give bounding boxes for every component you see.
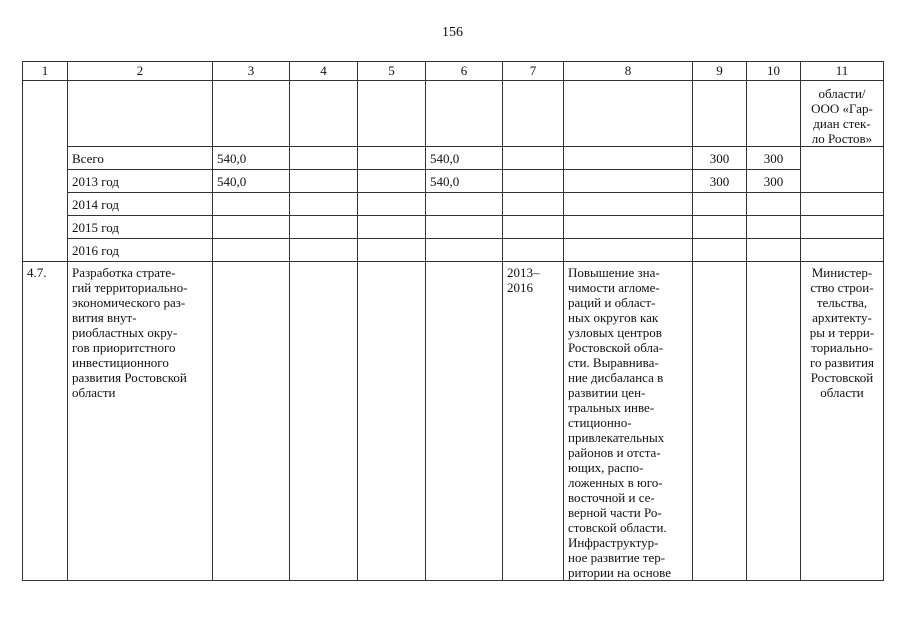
table-cell [290, 193, 358, 216]
table-cell [564, 170, 693, 193]
table-cell [358, 193, 426, 216]
table-cell [503, 170, 564, 193]
table-cell: 300 [693, 147, 747, 170]
table-cell [290, 81, 358, 147]
table-cell [801, 262, 884, 581]
table-row [23, 147, 884, 170]
column-header: 2 [68, 62, 213, 81]
table-cell [564, 147, 693, 170]
table-cell [801, 81, 884, 147]
column-header-row [23, 62, 884, 81]
table-row [23, 193, 884, 216]
executor-org-text: области/ ООО «Гар- диан стек- ло Ростов» [811, 86, 873, 146]
row-label: 2016 год [68, 239, 213, 262]
table-cell: 300 [747, 147, 801, 170]
column-header: 9 [693, 62, 747, 81]
column-header: 1 [23, 62, 68, 81]
table-cell [426, 262, 503, 581]
table-cell: 540,0 [426, 170, 503, 193]
item-name: Разработка страте- гий территориально- экономического раз- вития внут- риобластных окру- гов приоритстного инвестиционного развития Ростовской области [72, 265, 188, 400]
row-label: 2015 год [68, 216, 213, 239]
table-cell [747, 193, 801, 216]
table-cell [290, 262, 358, 581]
table-cell [290, 147, 358, 170]
table-cell [358, 147, 426, 170]
table-cell [564, 262, 693, 581]
table-row [23, 262, 884, 581]
column-header: 11 [801, 62, 884, 81]
table-cell [503, 216, 564, 239]
table-cell [693, 193, 747, 216]
item-period: 2013– 2016 [507, 265, 540, 295]
column-header: 6 [426, 62, 503, 81]
table-cell [564, 81, 693, 147]
table-cell [503, 239, 564, 262]
table-cell [801, 216, 884, 239]
table-row [23, 216, 884, 239]
table-cell [213, 216, 290, 239]
table-cell [564, 193, 693, 216]
table-cell [358, 170, 426, 193]
item-number: 4.7. [23, 262, 68, 581]
table-cell [564, 216, 693, 239]
table-cell [503, 81, 564, 147]
table-cell [213, 262, 290, 581]
table-cell [358, 216, 426, 239]
column-header: 3 [213, 62, 290, 81]
table-row [23, 239, 884, 262]
table-cell [801, 147, 884, 193]
column-header: 4 [290, 62, 358, 81]
table-cell: 300 [747, 170, 801, 193]
column-header: 5 [358, 62, 426, 81]
table-cell [426, 216, 503, 239]
table-cell [693, 216, 747, 239]
column-header: 10 [747, 62, 801, 81]
table-row [23, 170, 884, 193]
row-label: 2014 год [68, 193, 213, 216]
table-cell [213, 193, 290, 216]
table-cell [290, 170, 358, 193]
table-cell: 540,0 [426, 147, 503, 170]
table-cell [747, 216, 801, 239]
table-cell [358, 262, 426, 581]
table-cell [213, 81, 290, 147]
table-cell [503, 147, 564, 170]
column-header: 7 [503, 62, 564, 81]
table-cell [426, 193, 503, 216]
table-cell [747, 262, 801, 581]
table-cell [213, 239, 290, 262]
row-label: Всего [68, 147, 213, 170]
table-cell [503, 193, 564, 216]
table-cell [290, 239, 358, 262]
table-cell [426, 81, 503, 147]
table-cell [68, 262, 213, 581]
program-table [22, 61, 884, 581]
table-cell [290, 216, 358, 239]
table-cell [564, 239, 693, 262]
table-cell [358, 239, 426, 262]
table-cell [358, 81, 426, 147]
table-cell [23, 81, 68, 262]
table-cell: 540,0 [213, 147, 290, 170]
table-cell [693, 81, 747, 147]
table-cell [426, 239, 503, 262]
column-header: 8 [564, 62, 693, 81]
table-cell [693, 262, 747, 581]
table-cell: 300 [693, 170, 747, 193]
item-result: Повышение зна- чимости агломе- раций и област- ных округов как узловых центров Ростовской обла- сти. Выравнива- ние дисбаланса в развитии цен- тральных инве- стиционно- привлекательных районов и отста- ющих, распо- ложенных в юго- восточной и се- верной части Ро- стовской области. Инфраструктур- ное развитие тер- ритории на основе [568, 265, 671, 580]
table-cell [693, 239, 747, 262]
item-executor: Министер- ство строи- тельства, архитекту- ры и терри- ториально- го развития Ростовской области [809, 265, 875, 400]
table-cell [503, 262, 564, 581]
table-cell [747, 239, 801, 262]
table-cell [801, 193, 884, 216]
table-cell: 540,0 [213, 170, 290, 193]
continuation-row [23, 81, 884, 147]
table-cell [747, 81, 801, 147]
table-cell [801, 239, 884, 262]
table-cell [68, 81, 213, 147]
row-label: 2013 год [68, 170, 213, 193]
page-number: 156 [442, 25, 463, 40]
